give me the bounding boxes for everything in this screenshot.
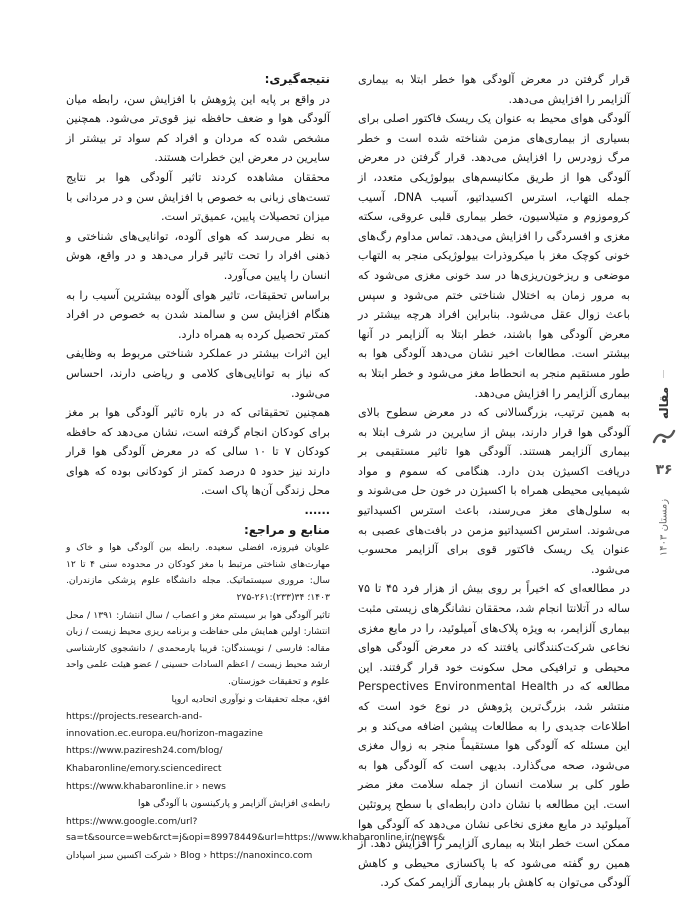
conclusion-heading: نتیجه‌گیری: xyxy=(264,72,330,86)
reference-item: تاثیر آلودگی هوا بر سیستم مغز و اعصاب / سال انتشار: ۱۳۹۱ / محل انتشار: اولین همایش ملی حفاظت و برنامه ریزی محیط زیست / زبان مقاله: فارسی / نویسندگان: فریبا یارمحمدی / دانشجوی کارشناسی ارشد محیط زیست / اعظم السادات حسینی / عضو هیئت علمی واحد علوم و تحقیقات خوزستان. xyxy=(66,609,331,687)
right-column xyxy=(358,70,630,893)
body-paragraph: در واقع بر پایه این پژوهش با افزایش سن، رابطه میان آلودگی هوا و ضعف حافظه نیز قوی‌تر می‌شود. همچنین مشخص شده که مردان و افراد کم سواد تر بیشتر از سایرین در معرض این خطرات هستند. xyxy=(66,92,330,165)
reference-url[interactable]: https://www.paziresh24.com/blog/ xyxy=(66,745,223,757)
references-list xyxy=(66,540,446,864)
tab-divider xyxy=(663,370,664,378)
reference-url[interactable]: https://www.khabaronline.ir › news xyxy=(66,780,226,792)
body-paragraph: قرار گرفتن در معرض آلودگی هوا خطر ابتلا به بیماری آلزایمر را افزایش می‌دهد. xyxy=(358,73,630,106)
reference-item: علویان فیروزه، افضلی سعیده. رابطه بین آلودگی هوا و خاک و مهارت‌های شناختی مرتبط با مغز کودکان در محدوده سنی ۴ تا ۱۲ سال: مروری سیستماتیک. مجله دانشگاه علوم پزشکی مازندران. ۱۴۰۳؛ ۳۴(۲۳۳):۲۶۱-۲۷۵ xyxy=(66,542,330,604)
reference-item: افق، مجله تحقیقات و نوآوری اتحادیه اروپا xyxy=(171,693,330,705)
page-number: ۳۶ xyxy=(655,462,673,478)
body-paragraph: این اثرات بیشتر در عملکرد شناختی مربوط به وظایفی که نیاز به توانایی‌های کلامی و ریاضی دارند، احساس می‌شود. xyxy=(66,347,330,400)
side-tab xyxy=(648,370,680,870)
reference-url[interactable]: شرکت اکسین سبز اسپادان › Blog › https://nanoxinco.com xyxy=(66,849,313,861)
reference-url[interactable]: https://www.google.com/url?sa=t&source=web&rct=j&opi=89978449&url=https://www.khabaronline.ir/news& xyxy=(66,815,446,844)
ellipsis: ...... xyxy=(304,504,330,518)
issue-label: زمستان ۱۴۰۳ xyxy=(658,498,670,557)
body-paragraph: در مطالعه‌ای که اخیراً بر روی بیش از هزار فرد ۴۵ تا ۷۵ ساله در آتلانتا انجام شد، محققان نشانگرهای زیستی مثبت بیماری آلزایمر، به ویژه پلاک‌های آمیلوئید، را در مایع مغزی نخاعی شرکت‌کنندگانی یافتند که در معرض آلودگی هوای محیطی و ترافیکی محل سکونت خود قرار گرفتند. این مطالعه که در Perspectives Environmental Health منتشر شد، بزرگ‌ترین پژوهش در نوع خود است که اطلاعات جدیدی را به مطالعات پیشین اضافه می‌کند و بر این مسئله که آلودگی هوا مستقیماً منجر به زوال مغزی می‌شود، صحه می‌گذارد. بدیهی است که آلودگی هوا به طور کلی بر سلامت انسان از جمله سلامت مغز مضر است. این مطالعه با نشان دادن رابطه‌ای با سطح پروتئین آمیلوئید در مایع مغزی نخاعی نشان می‌دهد که آلودگی هوا ممکن است خطر ابتلا به بیماری آلزایمر را افزایش دهد. از همین رو گفته می‌شود که با پاکسازی محیطی و کاهش آلودگی می‌توان به کاهش بار بیماری آلزایمر کمک کرد. xyxy=(358,582,630,890)
reference-url[interactable]: https://projects.research-and-innovation.ec.europa.eu/horizon-magazine xyxy=(66,711,263,739)
body-paragraph: همچنین تحقیقاتی که در باره تاثیر آلودگی هوا بر مغز برای کودکان انجام گرفته است، نشان می‌دهد که حافظه کودکان ۷ تا ۱۰ سالی که در معرض آلودگی هوا قرار دارند نیز حدود ۵ درصد کمتر از کودکانی بوده که هوای محل زندگی آن‌ها پاک است. xyxy=(66,406,331,498)
body-paragraph: براساس تحقیقات، تاثیر هوای آلوده بیشترین آسیب را به هنگام افزایش سن و سالمند شدن به خصوص در افراد کمتر تحصیل کرده به همراه دارد. xyxy=(66,288,330,341)
sources-heading: منابع و مراجع: xyxy=(243,522,330,537)
magazine-logo-icon xyxy=(652,428,676,446)
section-label: مقاله xyxy=(657,386,671,420)
body-paragraph: محققان مشاهده کردند تاثیر آلودگی هوا بر نتایج تست‌های زبانی به خصوص با افزایش سن و در مردانی با میزان تحصیلات پایین، عمیق‌تر است. xyxy=(66,170,330,224)
left-column xyxy=(66,70,446,866)
reference-url[interactable]: Khabaronline/emory.sciencedirect xyxy=(66,762,222,774)
body-paragraph: آلودگی هوای محیط به عنوان یک ریسک فاکتور اصلی برای بسیاری از بیماری‌های مزمن شناخته شده است و خطر مرگ زودرس را افزایش می‌دهد. قرار گرفتن در معرض آلودگی هوا از طریق مکانیسم‌های بیولوژیکی متعدد، از جمله التهاب، استرس اکسیداتیو، آسیب DNA، آسیب کروموزوم و متیلاسیون، خطر بیماری قلبی عروقی، سکته مغزی و افسردگی را افزایش می‌دهد. تماس مداوم رگ‌های خونی کوچک مغز با میکروذرات بیولوژیکی منجر به التهاب موضعی و ریزخون‌ریزی‌ها در سد خونی مغزی می‌شود که به مرور زمان به اختلال شناختی ختم می‌شود و سپس باعث زوال عقل می‌شود. بنابراین افراد هرچه بیشتر در معرض آلودگی هوا باشند، خطر ابتلا به آلزایمر در آنها بیشتر است. مطالعات اخیر نشان می‌دهد آلودگی هوا به طور مستقیم منجر به انحطاط مغز می‌شود و خطر ابتلا به بیماری آلزایمر را افزایش می‌دهد. xyxy=(358,112,631,400)
reference-item: رابطه‌ی افزایش آلزایمر و پارکینسون با آلودگی هوا xyxy=(138,798,330,810)
body-paragraph: به نظر می‌رسد که هوای آلوده، توانایی‌های شناختی و ذهنی افراد را تحت تاثیر قرار می‌دهد و در واقع، هوش انسان را پایین می‌آورد. xyxy=(66,229,330,282)
body-paragraph: به همین ترتیب، بزرگسالانی که در معرض سطوح بالای آلودگی هوا قرار دارند، بیش از سایرین در شرف ابتلا به بیماری آلزایمر هستند. آلودگی هوا تاثیر مستقیمی بر دریافت اکسیژن بدن دارد. هنگامی که سموم و مواد شیمیایی محیطی همراه با اکسیژن در خون حل می‌شوند و به سلول‌های مغز می‌رسند، باعث استرس اکسیداتیو می‌شوند. استرس اکسیداتیو مزمن در بافت‌های عصبی به عنوان یک ریسک فاکتور قوی برای آلزایمر محسوب می‌شود. xyxy=(358,406,630,576)
